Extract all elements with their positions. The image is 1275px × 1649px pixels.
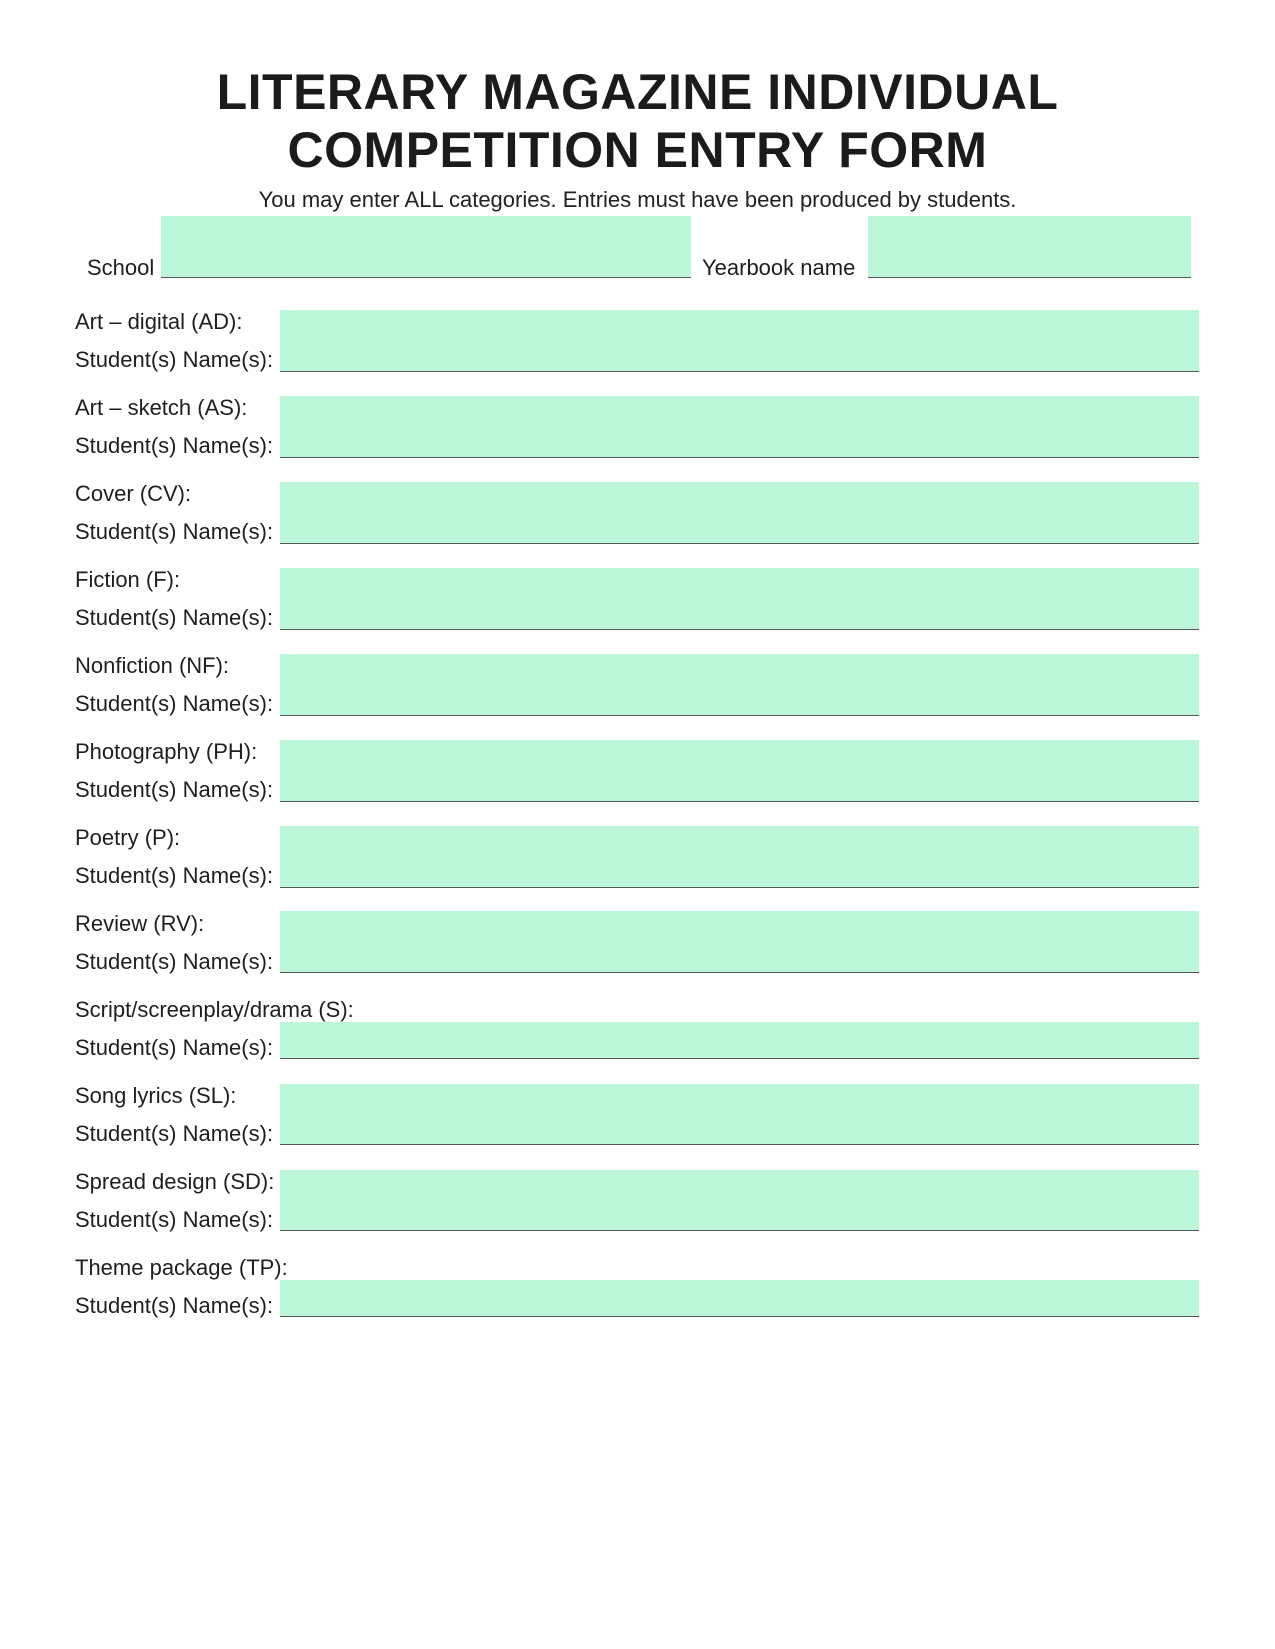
student-names-field-art-digital[interactable] xyxy=(280,310,1199,372)
category-label-nonfiction: Nonfiction (NF): xyxy=(75,653,230,678)
student-names-label: Student(s) Name(s): xyxy=(75,691,274,716)
student-names-field-poetry[interactable] xyxy=(280,826,1199,888)
student-names-label: Student(s) Name(s): xyxy=(75,863,274,888)
category-label-script: Script/screenplay/drama (S): xyxy=(75,997,354,1022)
student-names-label: Student(s) Name(s): xyxy=(75,1121,274,1146)
yearbook-name-field[interactable] xyxy=(868,216,1191,278)
form-instructions: You may enter ALL categories. Entries must have been produced by students. xyxy=(258,187,1017,212)
category-label-cover: Cover (CV): xyxy=(75,481,192,506)
form-title-line-2: COMPETITION ENTRY FORM xyxy=(287,122,988,178)
category-label-spread-design: Spread design (SD): xyxy=(75,1169,275,1194)
student-names-field-photography[interactable] xyxy=(280,740,1199,802)
student-names-label: Student(s) Name(s): xyxy=(75,949,274,974)
student-names-label: Student(s) Name(s): xyxy=(75,1207,274,1232)
school-label: School xyxy=(87,255,155,280)
category-label-song-lyrics: Song lyrics (SL): xyxy=(75,1083,237,1108)
student-names-field-cover[interactable] xyxy=(280,482,1199,544)
category-label-art-sketch: Art – sketch (AS): xyxy=(75,395,248,420)
student-names-label: Student(s) Name(s): xyxy=(75,1035,274,1060)
student-names-label: Student(s) Name(s): xyxy=(75,605,274,630)
student-names-label: Student(s) Name(s): xyxy=(75,777,274,802)
student-names-field-fiction[interactable] xyxy=(280,568,1199,630)
student-names-field-theme-package[interactable] xyxy=(280,1280,1199,1317)
student-names-label: Student(s) Name(s): xyxy=(75,519,274,544)
student-names-field-art-sketch[interactable] xyxy=(280,396,1199,458)
student-names-label: Student(s) Name(s): xyxy=(75,433,274,458)
yearbook-name-label: Yearbook name xyxy=(702,255,856,280)
category-label-poetry: Poetry (P): xyxy=(75,825,181,850)
form-title-line-1: LITERARY MAGAZINE INDIVIDUAL xyxy=(216,64,1059,120)
category-label-review: Review (RV): xyxy=(75,911,205,936)
category-label-art-digital: Art – digital (AD): xyxy=(75,309,243,334)
student-names-field-spread-design[interactable] xyxy=(280,1170,1199,1231)
student-names-field-script[interactable] xyxy=(280,1022,1199,1059)
student-names-field-review[interactable] xyxy=(280,911,1199,973)
category-label-photography: Photography (PH): xyxy=(75,739,258,764)
category-label-theme-package: Theme package (TP): xyxy=(75,1255,288,1280)
student-names-field-nonfiction[interactable] xyxy=(280,654,1199,716)
student-names-label: Student(s) Name(s): xyxy=(75,347,274,372)
student-names-field-song-lyrics[interactable] xyxy=(280,1084,1199,1145)
school-field[interactable] xyxy=(161,216,691,278)
category-label-fiction: Fiction (F): xyxy=(75,567,181,592)
student-names-label: Student(s) Name(s): xyxy=(75,1293,274,1318)
